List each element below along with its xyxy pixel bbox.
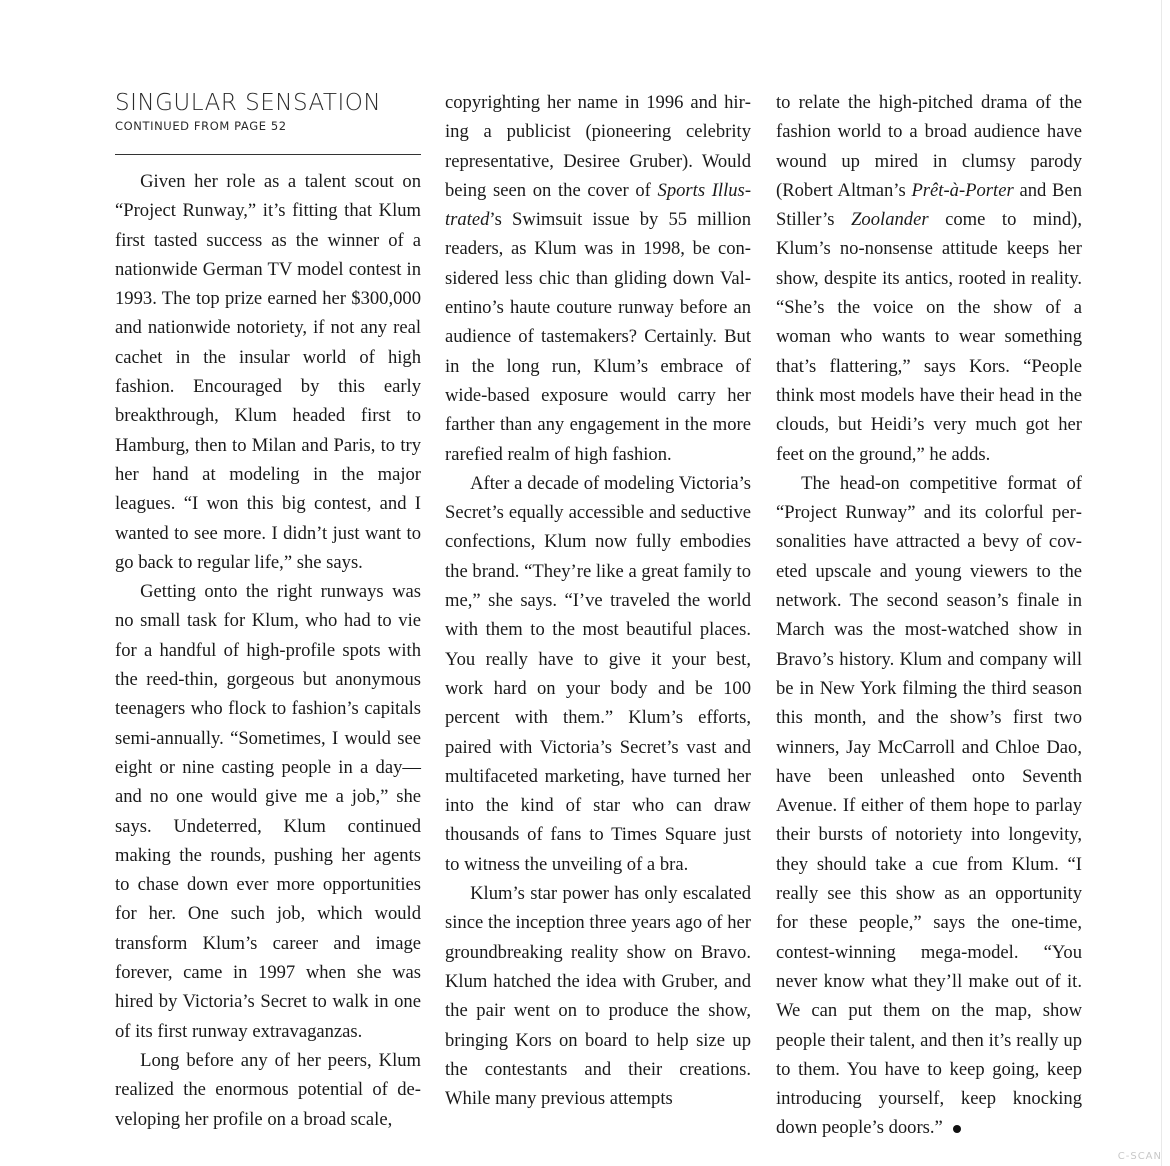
paragraph xyxy=(776,469,1082,1143)
header-divider xyxy=(115,154,421,155)
article-column-3 xyxy=(776,88,1082,1143)
paragraph-text: to relate the high-pitched drama of the fashion world to a broad audience have wound up mired in clumsy parody (Robert Altman’s xyxy=(776,92,1082,201)
publication-title: Sports Illustrated xyxy=(445,179,752,231)
paragraph: Long before any of her peers, Klum realized the enormous potential of developing her profile on a broad scale, xyxy=(115,1049,421,1130)
paragraph-text: The head-on competitive format of “Project Runway” and its colorful personalities have attracted a bevy of coveted upscale and young viewers to the network. The second season’s finale in March was the most-watched show in Bravo’s history. Klum and company will be in New York filming the third season this month, and the show’s first two winners, Jay McCarroll and Chloe Dao, have been unleashed onto Seventh Avenue. If either of them hope to parlay their bursts of notoriety into longevity, they should take a cue from Klum. “I really see this show as an opportunity for these people,” says the one-time, contest-winning mega-model. “You never know what they’ll make out of it. We can put them on the map, show people their talent, and then it’s really up to them. You have to keep going, keep introducing yourself, keep knocking down people’s doors.” xyxy=(776,472,1082,1139)
paragraph: Given her role as a talent scout on “Project Runway,” it’s fitting that Klum first tasted success as the winner of a nationwide German TV model contest in 1993. The top prize earned her $300,000 and nationwide notoriety, if not any real cachet in the insular world of high fashion. Encouraged by this early breakthrough, Klum headed first to Hamburg, then to Milan and Paris, to try her hand at modeling in the major leagues. “I won this big contest, and I wanted to see more. I didn’t just want to go back to regular life,” she says. xyxy=(115,171,421,573)
article-column-1 xyxy=(115,88,421,1134)
paragraph-text: and Ben Stiller’s xyxy=(776,179,1082,231)
section-title: SINGULAR SENSATION xyxy=(115,90,382,116)
paragraph: After a decade of modeling Victoria’s Secret’s equally accessible and seductive confections, Klum now fully embodies the brand. “They’re like a great family to me,” she says. “I’ve traveled the world with them to the most beautiful places. You really have to give it your best, work hard on your body and be 100 percent with them.” Klum’s efforts, paired with Victoria’s Secret’s vast and multifaceted marketing, have turned her into the kind of star who can draw thousands of fans to Times Square just to witness the unveiling of a bra. xyxy=(445,472,751,875)
paragraph-text: come to mind), Klum’s no-nonsense attitude keeps her show, despite its antics, rooted in reality. “She’s the voice on the show of a woman who wants to wear something that’s flattering,” says Kors. “People think most models have their head in the clouds, but Heidi’s very much got her feet on the ground,” he adds. xyxy=(776,209,1082,465)
paragraph-text: ’s Swimsuit issue by 55 million readers, as Klum was in 1998, be considered less chic than gliding down Valentino’s haute couture runway before an audience of tastemakers? Certainly. But in the long run, Klum’s embrace of wide-based exposure would carry her farther than any engagement in the more rarefied realm of high fashion. xyxy=(445,209,751,465)
end-of-article-bullet-icon xyxy=(953,1125,961,1133)
paragraph-text: copyrighting her name in 1996 and hiring a publicist (pioneering celebrity representative, Desiree Gruber). Would being seen on the cover of xyxy=(445,92,751,201)
scan-watermark: C-SCAN xyxy=(1117,1151,1162,1162)
film-title: Prêt-à-Porter xyxy=(911,179,1014,201)
film-title: Zoolander xyxy=(851,209,929,231)
paragraph xyxy=(776,88,1082,469)
paragraph xyxy=(445,88,751,469)
paragraph: Klum’s star power has only escalated since the inception three years ago of her groundbreaking reality show on Bravo. Klum hatched the idea with Gruber, and the pair went on to produce the show, bringing Kors on board to help size up the contestants and their creations. While many previous attempts xyxy=(445,883,751,1110)
article-column-2 xyxy=(445,88,751,1113)
paragraph: Getting onto the right runways was no small task for Klum, who had to vie for a handful of high-profile spots with the reed-thin, gorgeous but anonymous teenagers who flock to fashion’s capitals semi-annually. “Sometimes, I would see eight or nine casting people in a day—and no one would give me a job,” she says. Undeterred, Klum continued making the rounds, pushing her agents to chase down ever more opportunities for her. One such job, which would transform Klum’s career and image forever, came in 1997 when she was hired by Victoria’s Secret to walk in one of its first runway extravaganzas. xyxy=(115,581,421,1042)
continued-from-label: CONTINUED FROM PAGE 52 xyxy=(115,119,287,133)
scan-edge-line xyxy=(1161,0,1162,1166)
